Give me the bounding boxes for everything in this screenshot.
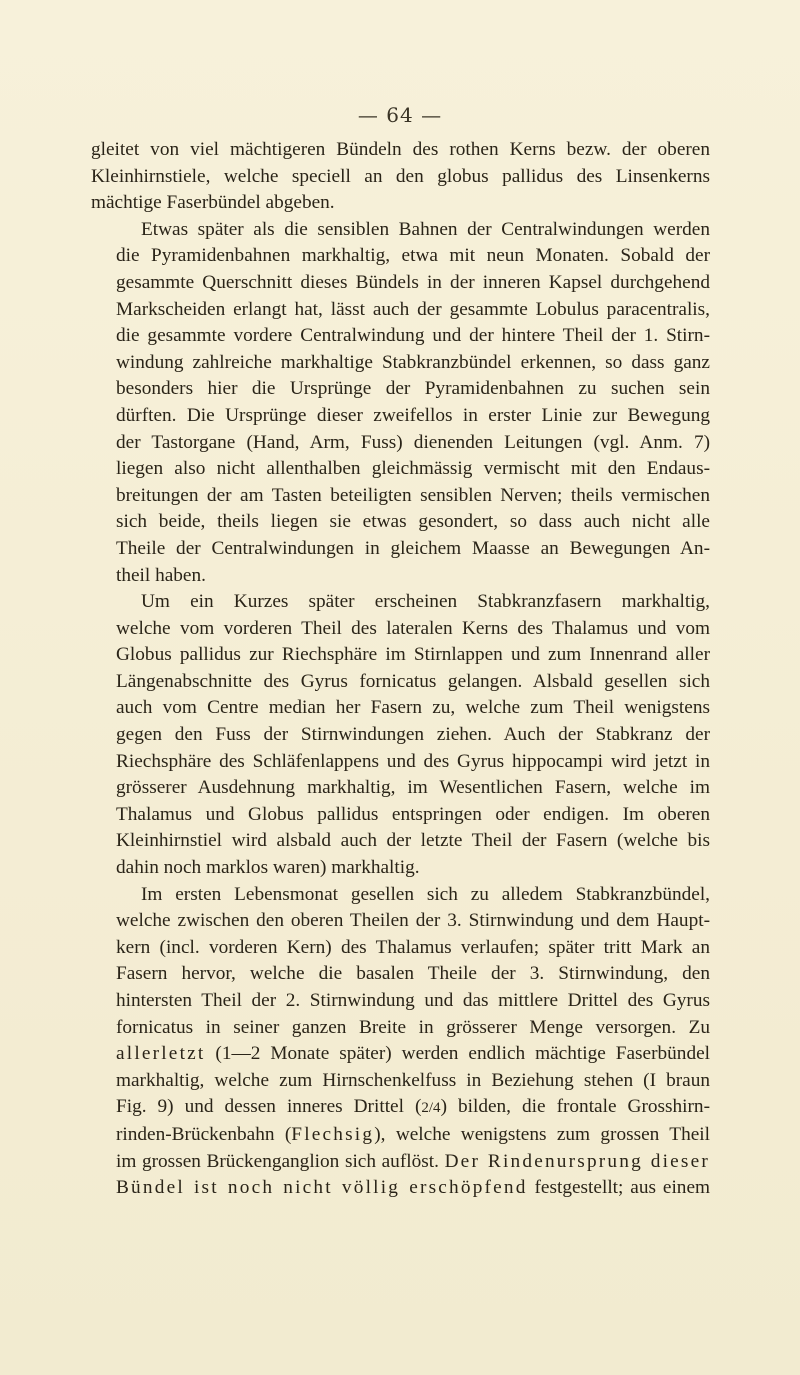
text-line: Um ein Kurzes später erscheinen Stabkranzfasern markhaltig, — [141, 591, 710, 613]
text-line — [91, 1094, 710, 1122]
text-line: Längenabschnitte des Gyrus fornicatus gelangen. Alsbald gesellen sich — [116, 670, 710, 692]
text-line: welche vom vorderen Theil des lateralen Kerns des Thalamus und vom — [116, 617, 710, 639]
text-line: liegen also nicht allenthalben gleichmässig vermischt mit den Endaus- — [116, 458, 710, 480]
paragraph-p4 — [91, 882, 710, 1202]
text-line: Markscheiden erlangt hat, lässt auch der gesammte Lobulus paracentralis, — [116, 298, 710, 320]
text-line: dahin noch marklos waren) markhaltig. — [116, 857, 420, 879]
paragraph-p1 — [91, 137, 710, 217]
text-line: windung zahlreiche markhaltige Stabkranzbündel erkennen, so dass ganz — [116, 351, 710, 373]
spaced-emphasis: Flechsig — [291, 1123, 375, 1145]
text-line: Kleinhirnstiele, welche speciell an den globus pallidus des Linsenkerns — [91, 165, 710, 187]
text-line: gegen den Fuss der Stirnwindungen ziehen. Auch der Stabkranz der — [116, 724, 710, 746]
text-line: Thalamus und Globus pallidus entspringen oder endigen. Im oberen — [116, 803, 710, 825]
page-number: — 64 — — [357, 103, 443, 127]
text-line: Kleinhirnstiel wird alsbald auch der letzte Theil der Fasern (welche bis — [116, 830, 710, 852]
text-line: theil haben. — [116, 564, 206, 586]
text-line: hintersten Theil der 2. Stirnwindung und das mittlere Drittel des Gyrus — [116, 990, 710, 1011]
text-line — [91, 1041, 710, 1068]
text-run: (1—2 Monate später) werden endlich mächtige Faserbündel — [205, 1043, 710, 1065]
text-line: gesammte Querschnitt dieses Bündels in der inneren Kapsel durchgehend — [116, 271, 710, 293]
text-line: grösserer Ausdehnung markhaltig, im Wesentlichen Fasern, welche im — [116, 777, 710, 799]
text-line: kern (incl. vorderen Kern) des Thalamus verlaufen; später tritt Mark an — [116, 936, 710, 958]
text-line — [91, 1068, 710, 1095]
text-line: welche zwischen den oberen Theilen der 3. Stirnwindung und dem Haupt- — [116, 910, 710, 932]
spaced-emphasis: Der Rindenursprung dieser — [444, 1150, 711, 1172]
text-line — [91, 1149, 710, 1176]
text-run: ), welche wenigstens zum grossen Theil — [374, 1123, 710, 1145]
text-line: dürften. Die Ursprünge dieser zweifellos in erster Linie zur Bewegung — [116, 404, 710, 426]
paragraph-p3 — [91, 589, 710, 882]
text-line: die Pyramidenbahnen markhaltig, etwa mit neun Monaten. Sobald der — [116, 245, 710, 267]
text-run: festgestellt; aus einem — [527, 1177, 710, 1199]
fraction: 2/4 — [421, 1100, 441, 1117]
text-line: Theile der Centralwindungen in gleichem Maasse an Bewegungen An- — [116, 537, 710, 559]
spaced-emphasis: allerletzt — [116, 1043, 206, 1065]
spaced-emphasis: Bündel ist noch nicht völlig erschöpfend — [116, 1177, 528, 1199]
text-line: Riechsphäre des Schläfenlappens und des Gyrus hippocampi wird jetzt in — [116, 750, 710, 772]
text-line: Fasern hervor, welche die basalen Theile der 3. Stirnwindung, den — [116, 963, 710, 985]
text-line: die gesammte vordere Centralwindung und der hintere Theil der 1. Stirn- — [116, 325, 710, 347]
text-run: Fig. 9) und dessen inneres Drittel ( — [116, 1096, 422, 1118]
text-run: ) bilden, die frontale Grosshirn- — [440, 1096, 710, 1118]
body-text — [91, 137, 710, 1202]
text-line — [91, 1122, 710, 1149]
text-line: besonders hier die Ursprünge der Pyramidenbahnen zu suchen sein — [116, 378, 710, 400]
text-line: breitungen der am Tasten beteiligten sensiblen Nerven; theils vermischen — [116, 484, 710, 506]
text-line: Etwas später als die sensiblen Bahnen der Centralwindungen werden — [141, 218, 710, 240]
text-run: rinden-Brückenbahn ( — [116, 1123, 292, 1145]
text-run: im grossen Brückenganglion sich auflöst. — [116, 1150, 445, 1172]
text-line: gleitet von viel mächtigeren Bündeln des rothen Kerns bezw. der oberen — [91, 139, 710, 160]
text-line — [91, 1175, 710, 1202]
text-line: mächtige Faserbündel abgeben. — [91, 192, 335, 214]
text-line: sich beide, theils liegen sie etwas gesondert, so dass auch nicht alle — [116, 511, 710, 533]
text-line: fornicatus in seiner ganzen Breite in grösserer Menge versorgen. Zu — [116, 1016, 710, 1038]
text-line: Im ersten Lebensmonat gesellen sich zu alledem Stabkranzbündel, — [141, 883, 710, 905]
text-run: markhaltig, welche zum Hirnschenkelfuss in Beziehung stehen (I braun — [116, 1069, 710, 1091]
text-line: der Tastorgane (Hand, Arm, Fuss) dienenden Leitungen (vgl. Anm. 7) — [116, 431, 710, 453]
text-line: auch vom Centre median her Fasern zu, welche zum Theil wenigstens — [116, 697, 710, 719]
text-line: Globus pallidus zur Riechsphäre im Stirnlappen und zum Innenrand aller — [116, 644, 710, 666]
paragraph-p2 — [91, 217, 710, 589]
